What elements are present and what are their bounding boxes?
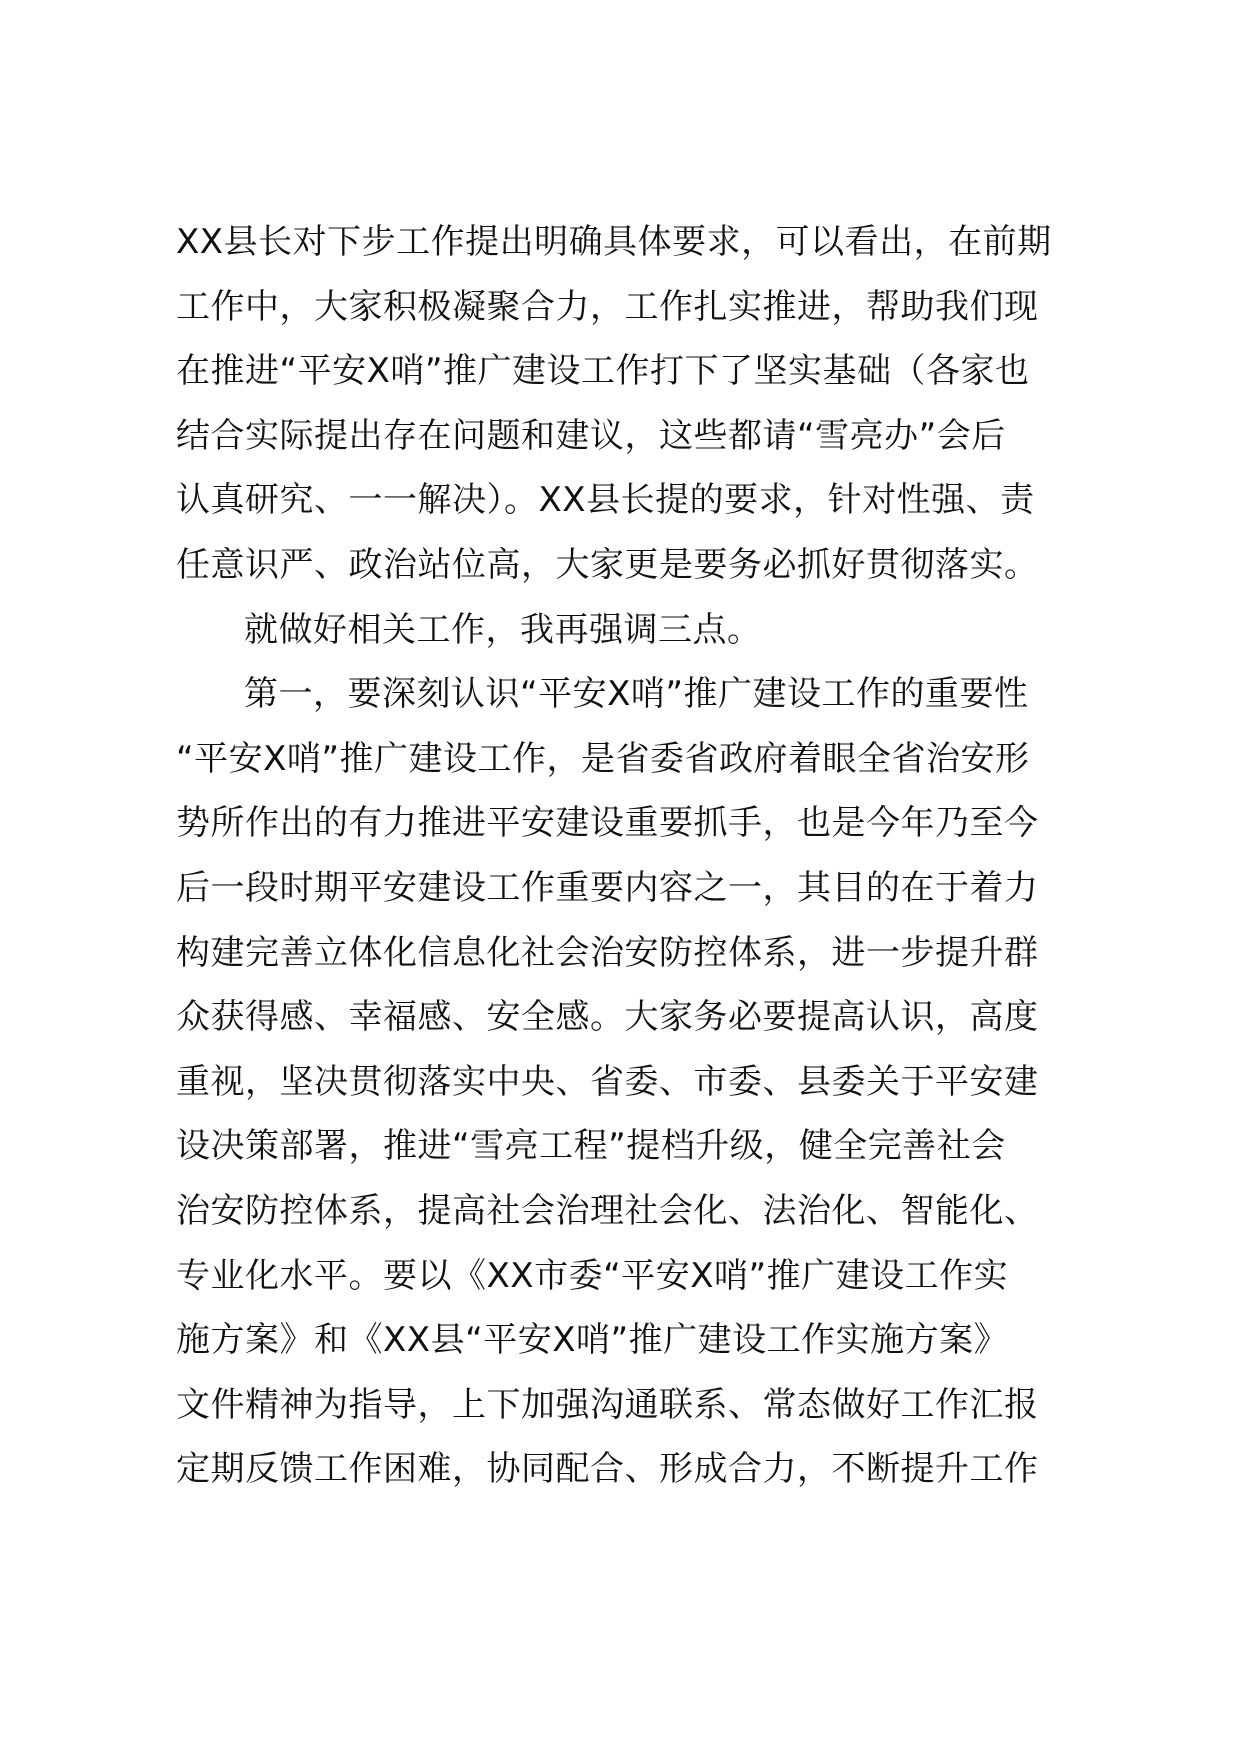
paragraph-start-line: 就做好相关工作，我再强调三点。 bbox=[244, 609, 762, 650]
text-line: 构建完善立体化信息化社会治安防控体系，进一步提升群 bbox=[176, 932, 1039, 973]
text-line: 在推进“平安X哨”推广建设工作打下了坚实基础（各家也 bbox=[176, 351, 1030, 392]
text-line: 治安防控体系，提高社会治理社会化、法治化、智能化、 bbox=[176, 1190, 1039, 1231]
text-line: XX县长对下步工作提出明确具体要求，可以看出，在前期 bbox=[176, 222, 1052, 262]
text-line: 结合实际提出存在问题和建议，这些都请“雪亮办”会后 bbox=[176, 415, 1006, 456]
text-line: 设决策部署，推进“雪亮工程”提档升级，健全完善社会 bbox=[176, 1126, 1006, 1167]
text-line: 施方案》和《XX县“平安X哨”推广建设工作实施方案》 bbox=[176, 1320, 1009, 1361]
body-text bbox=[176, 210, 1116, 1502]
text-line: 任意识严、政治站位高，大家更是要务必抓好贯彻落实。 bbox=[176, 544, 1039, 585]
text-line: “平安X哨”推广建设工作，是省委省政府着眼全省治安形 bbox=[176, 738, 1030, 779]
text-line: 文件精神为指导，上下加强沟通联系、常态做好工作汇报 bbox=[176, 1384, 1039, 1425]
text-line: 认真研究、一一解决）。XX县长提的要求，针对性强、责 bbox=[176, 480, 1035, 521]
text-line: 重视，坚决贯彻落实中央、省委、市委、县委关于平安建 bbox=[176, 1061, 1039, 1102]
section-heading-line: 第一，要深刻认识“平安X哨”推广建设工作的重要性 bbox=[244, 674, 1029, 715]
text-line: 后一段时期平安建设工作重要内容之一，其目的在于着力 bbox=[176, 867, 1039, 908]
text-line: 众获得感、幸福感、安全感。大家务必要提高认识，高度 bbox=[176, 997, 1039, 1038]
text-line: 专业化水平。要以《XX市委“平安X哨”推广建设工作实 bbox=[176, 1255, 1009, 1296]
text-line: 定期反馈工作困难，协同配合、形成合力，不断提升工作 bbox=[176, 1449, 1039, 1490]
text-line: 工作中，大家积极凝聚合力，工作扎实推进，帮助我们现 bbox=[176, 286, 1039, 327]
text-line: 势所作出的有力推进平安建设重要抓手，也是今年乃至今 bbox=[176, 803, 1039, 844]
